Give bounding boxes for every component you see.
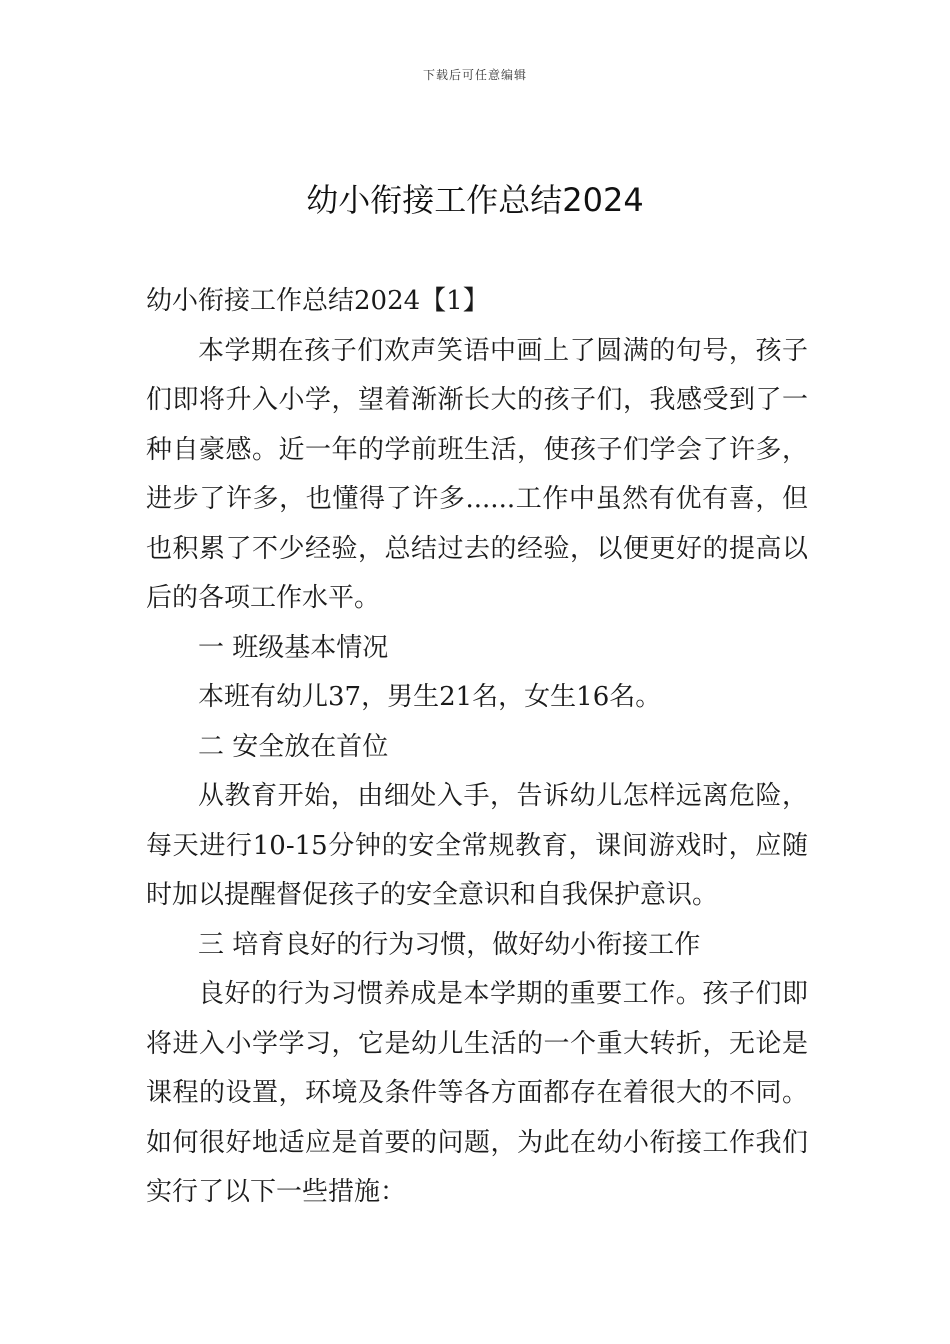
header-note: 下载后可任意编辑 [422, 68, 527, 82]
paragraph-habits: 良好的行为习惯养成是本学期的重要工作。孩子们即将进入小学学习，它是幼儿生活的一个重大转折，无论是课程的设置，环境及条件等各方面都存在着很大的不同。如何很好地适应是首要的问题，为此在幼小衔接工作我们实行了以下一些措施： [146, 979, 808, 1207]
paragraph-class-info: 本班有幼儿37，男生21名，女生16名。 [198, 682, 662, 712]
subheading-habits: 三 培育良好的行为习惯，做好幼小衔接工作 [198, 929, 701, 960]
subheading-safety: 二 安全放在首位 [198, 731, 389, 762]
document-title: 幼小衔接工作总结2024 [306, 181, 644, 219]
subheading-class-info: 一 班级基本情况 [198, 632, 389, 663]
paragraph-intro: 本学期在孩子们欢声笑语中画上了圆满的句号，孩子们即将升入小学，望着渐渐长大的孩子们，我感受到了一种自豪感。近一年的学前班生活，使孩子们学会了许多，进步了许多，也懂得了许多......工作中虽然有优有喜，但也积累了不少经验，总结过去的经验，以便更好的提高以后的各项工作水平。 [146, 335, 808, 613]
document-body [146, 277, 808, 1218]
section-heading: 幼小衔接工作总结2024【1】 [146, 286, 489, 316]
paragraph-safety: 从教育开始，由细处入手，告诉幼儿怎样远离危险，每天进行10-15分钟的安全常规教育，课间游戏时，应随时加以提醒督促孩子的安全意识和自我保护意识。 [146, 781, 808, 910]
